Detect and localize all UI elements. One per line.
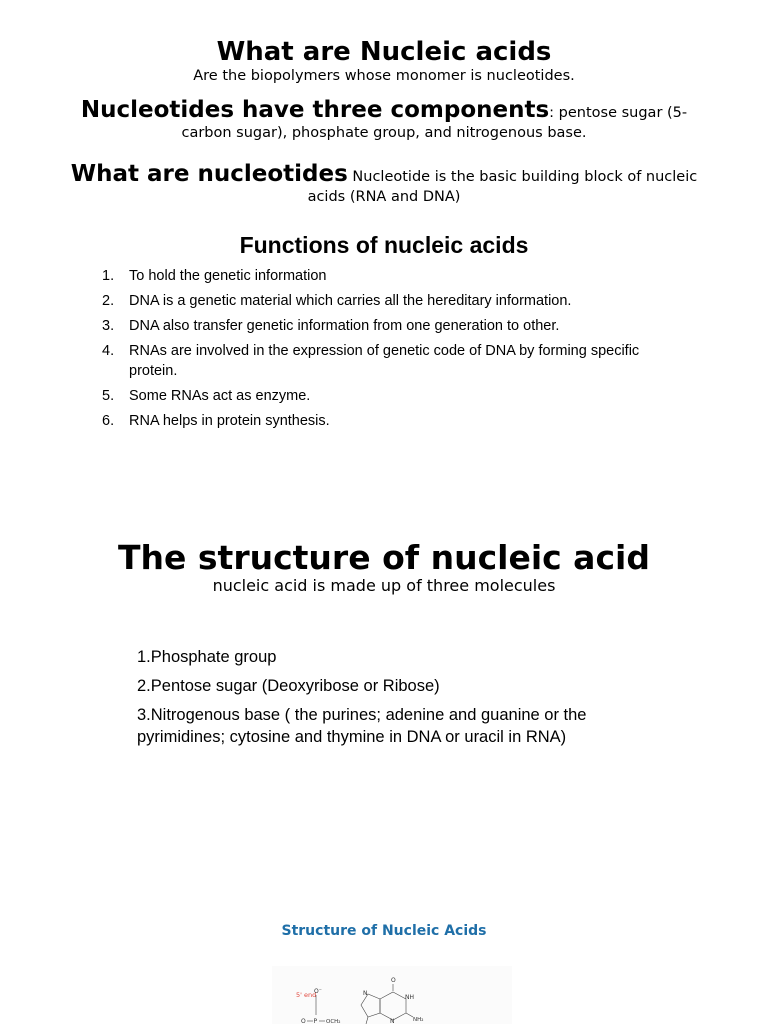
figure-caption: Structure of Nucleic Acids	[281, 923, 487, 939]
carbonyl-oxygen: O	[391, 977, 396, 984]
list-item-text: DNA is a genetic material which carries all the hereditary information.	[129, 293, 572, 309]
structure-heading: The structure of nucleic acid	[118, 538, 650, 577]
list-item-text: RNAs are involved in the expression of genetic code of DNA by forming specific protein.	[129, 343, 640, 379]
molecules-list	[137, 646, 637, 755]
list-item: 3.Nitrogenous base ( the purines; adenine and guanine or the pyrimidines; cytosine and thymine in DNA or uracil in RNA)	[137, 706, 587, 746]
phosphate-oxygen-left: O	[301, 1018, 306, 1024]
list-item-text: Some RNAs act as enzyme.	[129, 388, 311, 404]
components-heading: Nucleotides have three components	[80, 97, 550, 123]
page-subtitle: Are the biopolymers whose monomer is nucleotides.	[193, 68, 575, 84]
och2-group: OCH₂	[326, 1019, 341, 1024]
list-item	[100, 291, 660, 311]
components-body: pentose sugar (5-carbon sugar), phosphate group, and nitrogenous base.	[181, 105, 688, 141]
list-item-number: 4.	[102, 343, 115, 359]
list-item-text: RNA helps in protein synthesis.	[129, 413, 330, 429]
nucleotides-body: Nucleotide is the basic building block of nucleic acids (RNA and DNA)	[307, 169, 698, 205]
list-item-number: 3.	[102, 318, 115, 334]
components-colon: :	[549, 105, 555, 121]
list-item-text: DNA also transfer genetic information from one generation to other.	[129, 318, 560, 334]
list-item	[100, 341, 660, 381]
five-prime-end-label: 5' end	[296, 991, 317, 999]
list-item-number: 1.	[102, 268, 115, 284]
functions-list	[100, 266, 660, 436]
nucleotide-structure-diagram	[272, 966, 512, 1024]
pyrimidine-ring	[380, 992, 406, 1020]
nucleotides-paragraph	[70, 161, 698, 207]
list-item	[100, 266, 660, 286]
amino-group: NH₂	[413, 1017, 424, 1023]
ring-nitrogen: N	[363, 990, 368, 997]
structure-subtitle: nucleic acid is made up of three molecules	[212, 576, 556, 595]
phosphorus-atom: P	[313, 1018, 318, 1024]
ring-nitrogen: N	[390, 1018, 395, 1024]
nucleotides-heading: What are nucleotides	[70, 161, 348, 187]
glycosidic-bond	[366, 1017, 368, 1024]
functions-heading: Functions of nucleic acids	[239, 232, 529, 258]
list-item-number: 5.	[102, 388, 115, 404]
components-paragraph	[70, 97, 698, 143]
ring-nh: NH	[405, 994, 414, 1001]
phosphate-oxygen-minus: O⁻	[314, 988, 322, 995]
list-item	[100, 411, 660, 431]
page-title: What are Nucleic acids	[216, 37, 552, 67]
list-item	[100, 316, 660, 336]
list-item: 1.Phosphate group	[137, 648, 277, 666]
list-item-number: 2.	[102, 293, 115, 309]
list-item: 2.Pentose sugar (Deoxyribose or Ribose)	[137, 677, 440, 695]
nucleotide-structure-figure	[272, 966, 512, 1024]
base-bond	[406, 1013, 413, 1017]
imidazole-ring	[361, 994, 380, 1017]
list-item-text: To hold the genetic information	[129, 268, 327, 284]
list-item	[100, 386, 660, 406]
list-item-number: 6.	[102, 413, 115, 429]
